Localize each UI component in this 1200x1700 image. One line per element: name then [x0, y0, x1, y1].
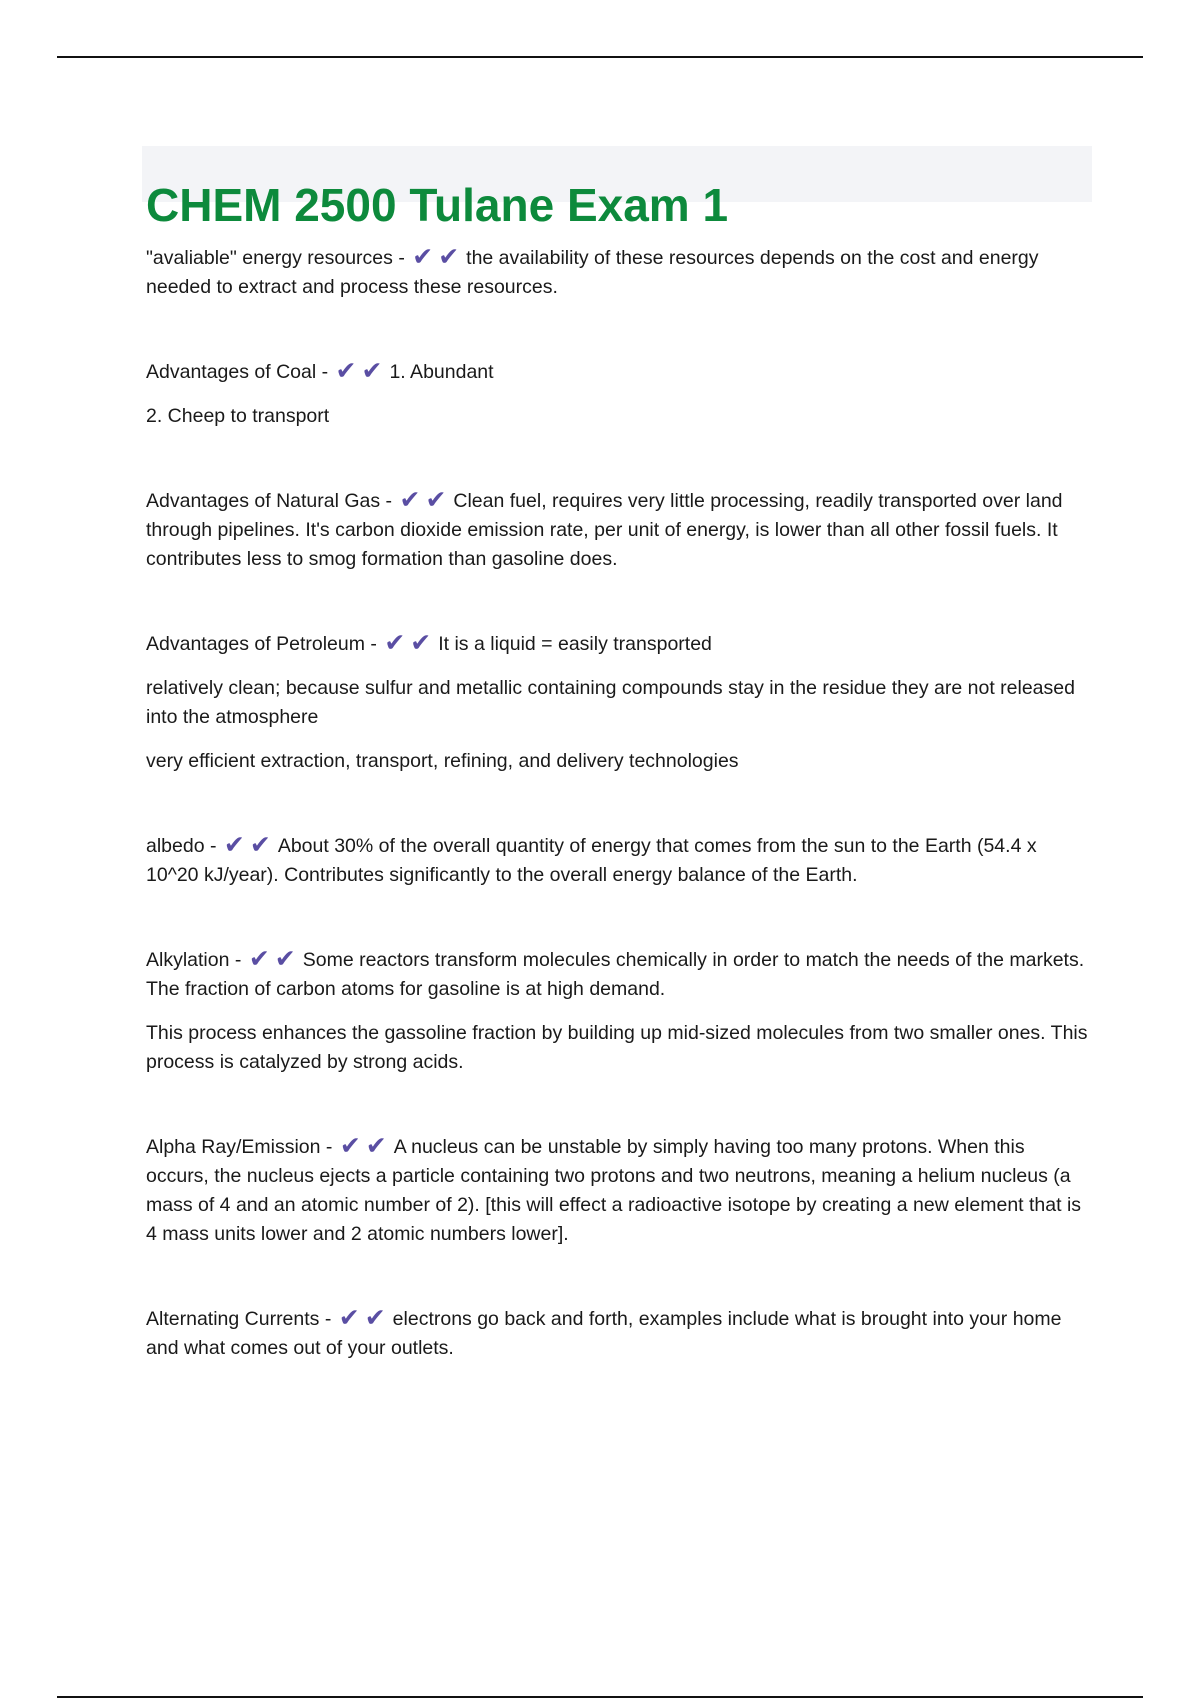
checkmark-icon: ✔	[384, 629, 406, 657]
entry-definition: Some reactors transform molecules chemically in order to match the needs of the markets. The fraction of carbon atoms for gasoline is at high demand.	[146, 949, 1085, 1000]
term-separator: -	[229, 949, 247, 971]
entry-extra-paragraph: relatively clean; because sulfur and metallic containing compounds stay in the residue they are not released into the atmosphere	[146, 677, 1075, 728]
entry-term: Advantages of Natural Gas	[146, 490, 381, 512]
entry-term: Advantages of Petroleum	[146, 633, 365, 655]
flashcard-entry	[146, 630, 1092, 776]
entry-term: Alkylation	[146, 949, 230, 971]
bottom-rule	[57, 1696, 1143, 1698]
flashcard-entry	[146, 358, 1092, 431]
flashcard-entry	[146, 244, 1092, 302]
entry-extra-paragraph: This process enhances the gassoline fraction by building up mid-sized molecules from two smaller ones. This process is catalyzed by strong acids.	[146, 1022, 1088, 1073]
checkmark-icon: ✔	[249, 831, 271, 859]
answer-checks	[224, 832, 276, 861]
checkmark-icon: ✔	[274, 945, 296, 973]
term-separator: -	[316, 361, 334, 383]
top-rule	[57, 56, 1143, 58]
entry-first-paragraph	[146, 1305, 1092, 1363]
entry-definition: 1. Abundant	[389, 361, 494, 383]
answer-checks	[412, 244, 464, 273]
entry-extra-paragraph: 2. Cheep to transport	[146, 405, 330, 427]
term-separator: -	[320, 1136, 338, 1158]
entry-term: Advantages of Coal	[146, 361, 317, 383]
entry-first-paragraph	[146, 487, 1092, 574]
entry-first-paragraph	[146, 244, 1092, 302]
entry-first-paragraph	[146, 1133, 1092, 1249]
entry-definition: the availability of these resources depends on the cost and energy needed to extract and process these resources.	[146, 247, 1039, 298]
entry-extra-paragraph: very efficient extraction, transport, refining, and delivery technologies	[146, 750, 739, 772]
term-separator: -	[380, 490, 398, 512]
checkmark-icon: ✔	[335, 357, 357, 385]
checkmark-icon: ✔	[361, 357, 383, 385]
term-separator: -	[392, 247, 411, 269]
checkmark-icon: ✔	[438, 243, 460, 271]
answer-checks	[339, 1305, 391, 1334]
entry-first-paragraph	[146, 630, 1092, 659]
entry-first-paragraph	[146, 832, 1092, 890]
checkmark-icon: ✔	[365, 1132, 387, 1160]
checkmark-icon: ✔	[223, 831, 245, 859]
entry-definition: A nucleus can be unstable by simply having too many protons. When this occurs, the nucleus ejects a particle containing two protons and two neutrons, meaning a helium nucleus (a mass of 4 and an atomic number of 2). [this will effect a radioactive isotope by creating a new element that is 4 mass units lower and 2 atomic numbers lower].	[146, 1136, 1082, 1245]
entry-term: "avaliable" energy resources	[146, 247, 393, 269]
term-separator: -	[319, 1308, 337, 1330]
answer-checks	[249, 946, 301, 975]
entry-first-paragraph	[146, 946, 1092, 1004]
answer-checks	[399, 487, 451, 516]
checkmark-icon: ✔	[364, 1304, 386, 1332]
checkmark-icon: ✔	[338, 1304, 360, 1332]
flashcard-list	[146, 244, 1092, 1419]
checkmark-icon: ✔	[339, 1132, 361, 1160]
entry-definition: It is a liquid = easily transported	[438, 633, 712, 655]
checkmark-icon: ✔	[399, 486, 421, 514]
entry-term: albedo	[146, 835, 205, 857]
checkmark-icon: ✔	[412, 243, 434, 271]
flashcard-entry	[146, 487, 1092, 574]
page-title: CHEM 2500 Tulane Exam 1	[146, 178, 729, 231]
entry-first-paragraph	[146, 358, 1092, 387]
checkmark-icon: ✔	[248, 945, 270, 973]
term-separator: -	[204, 835, 222, 857]
flashcard-entry	[146, 946, 1092, 1077]
term-separator: -	[364, 633, 383, 655]
flashcard-entry	[146, 1133, 1092, 1249]
answer-checks	[384, 630, 436, 659]
flashcard-entry	[146, 832, 1092, 890]
entry-definition: About 30% of the overall quantity of energy that comes from the sun to the Earth (54.4 x 10^20 kJ/year). Contributes significantly to the overall energy balance of the Earth.	[146, 835, 1037, 886]
entry-definition: Clean fuel, requires very little processing, readily transported over land through pipelines. It's carbon dioxide emission rate, per unit of energy, is lower than all other fossil fuels. It contributes less to smog formation than gasoline does.	[146, 490, 1063, 570]
entry-definition: electrons go back and forth, examples include what is brought into your home and what comes out of your outlets.	[146, 1308, 1062, 1359]
checkmark-icon: ✔	[425, 486, 447, 514]
answer-checks	[336, 358, 388, 387]
answer-checks	[340, 1133, 392, 1162]
entry-term: Alpha Ray/Emission	[146, 1136, 321, 1158]
checkmark-icon: ✔	[410, 629, 432, 657]
entry-term: Alternating Currents	[146, 1308, 320, 1330]
flashcard-entry	[146, 1305, 1092, 1363]
